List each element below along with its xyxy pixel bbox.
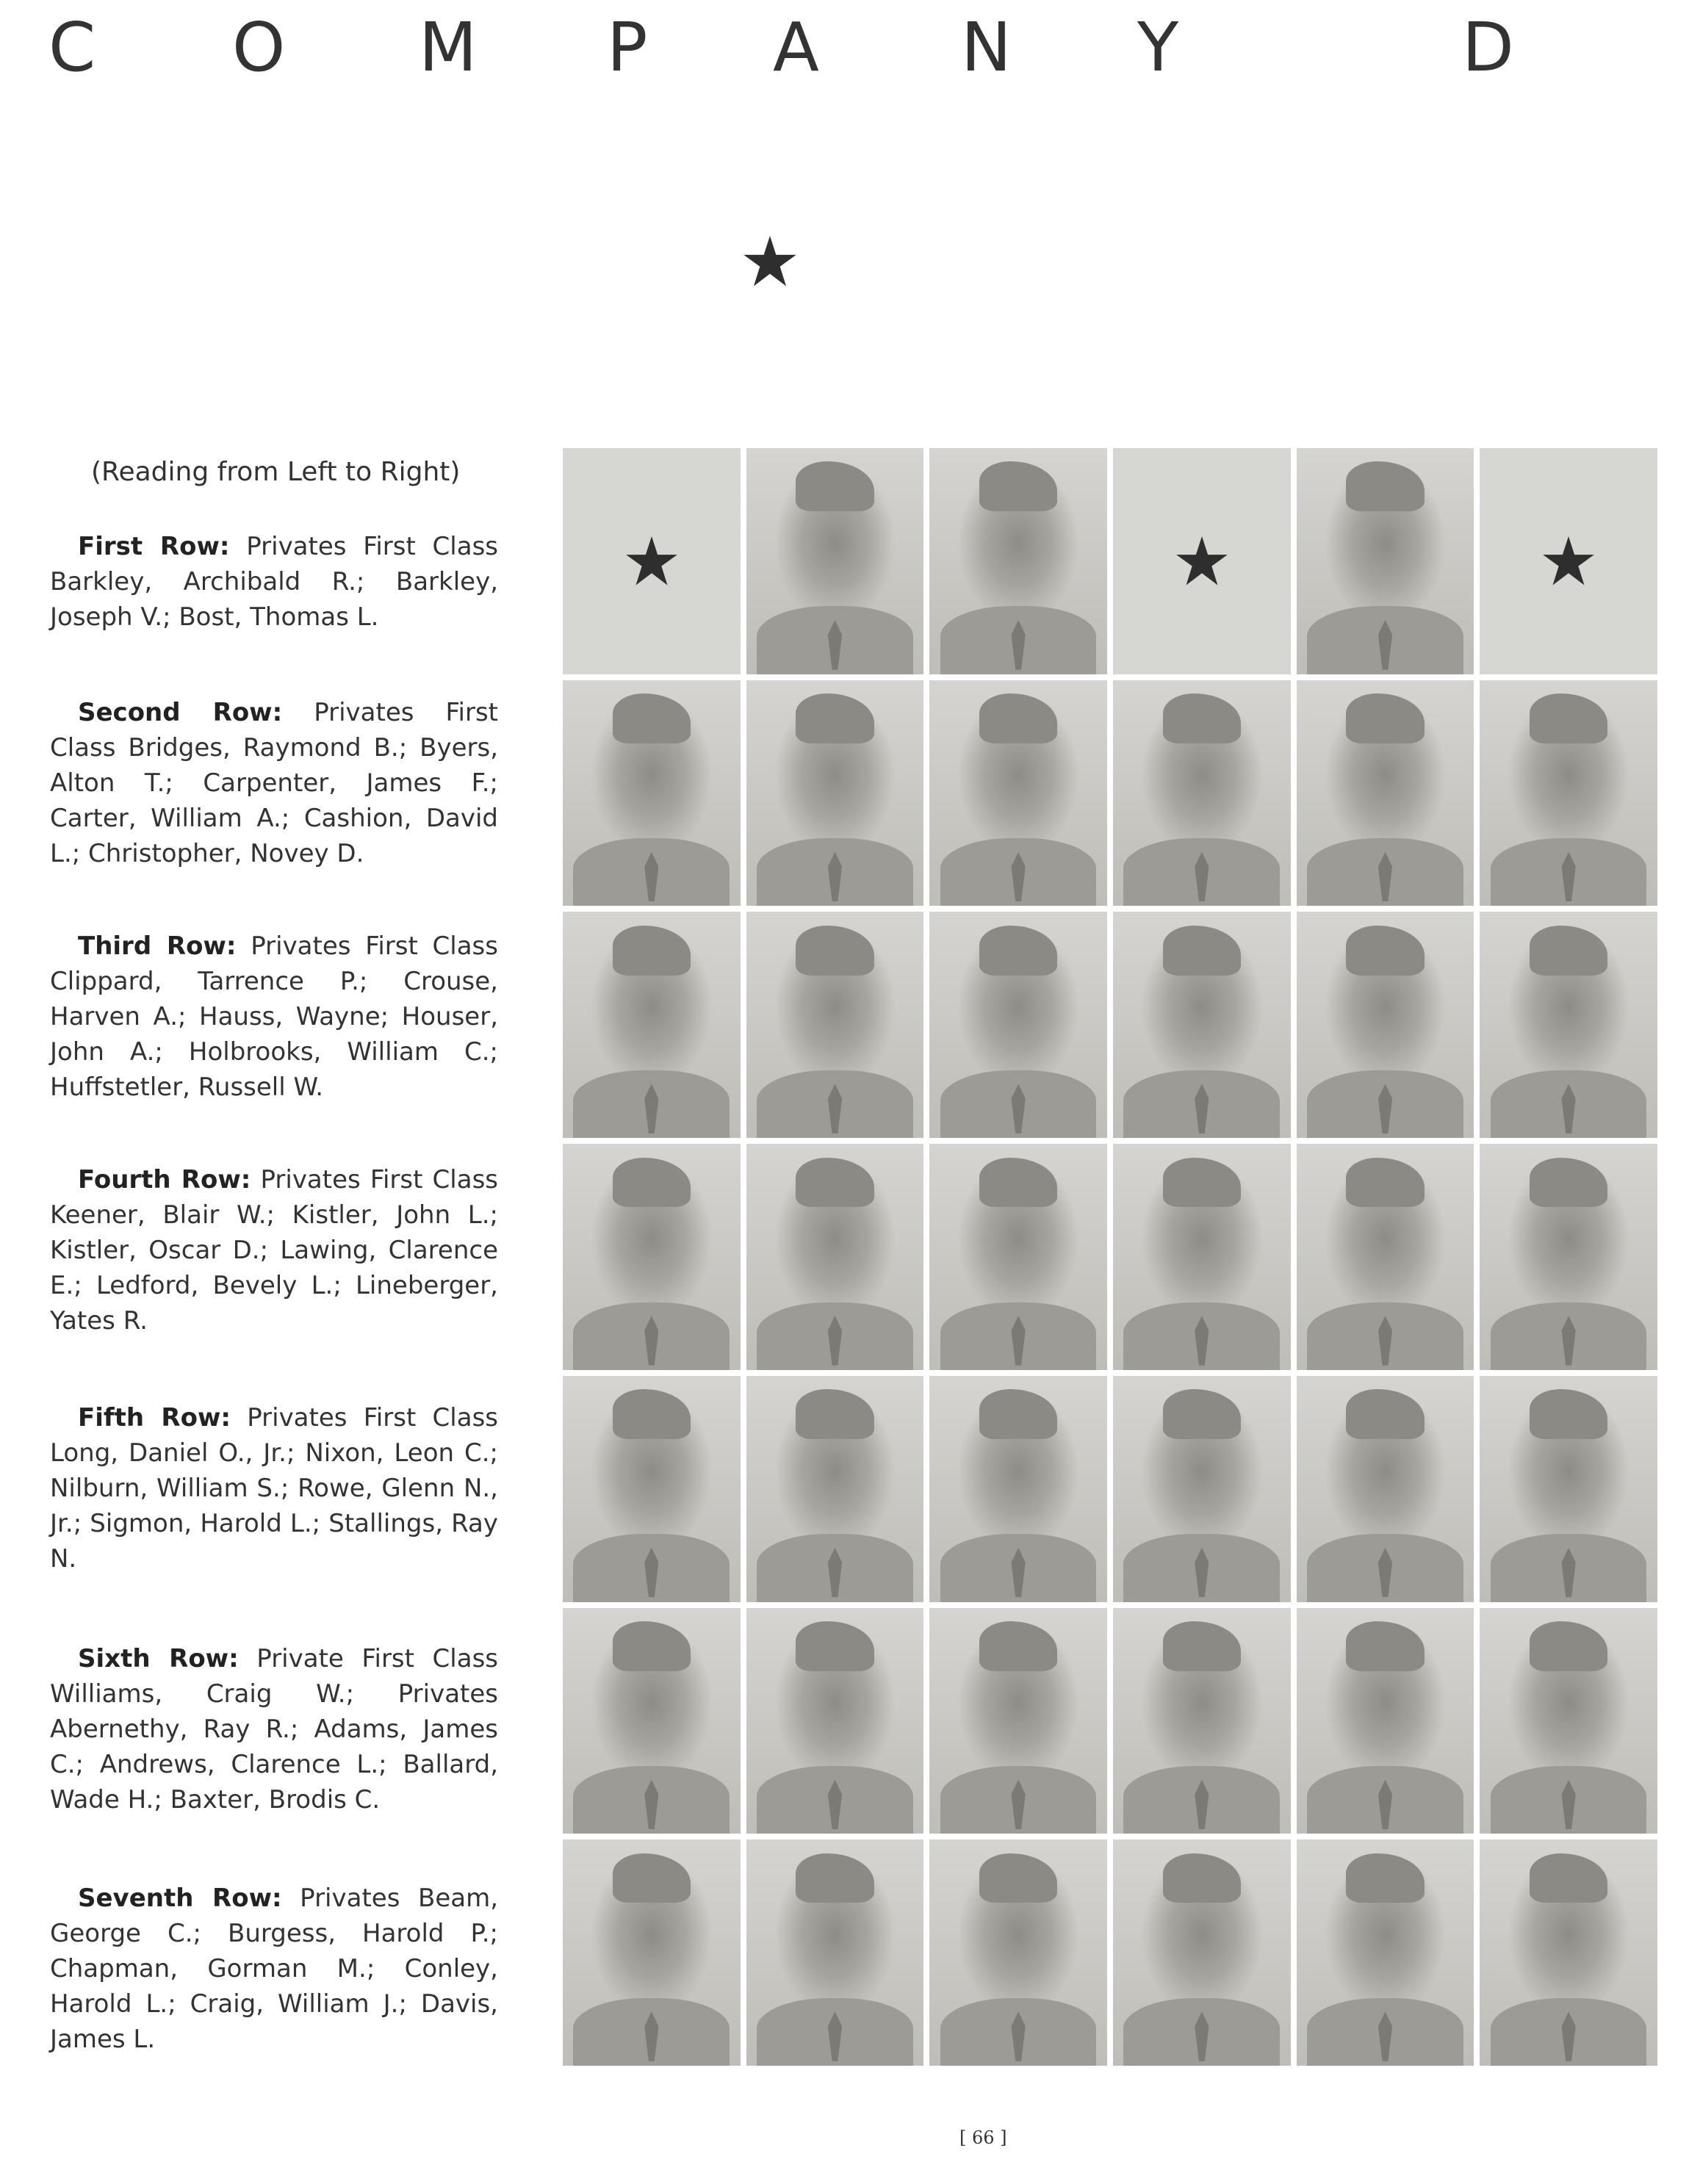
heading-letter: A (773, 8, 819, 87)
soldier-portrait (1480, 1608, 1657, 1834)
row-label: Third Row: (78, 931, 237, 961)
star-placeholder (1480, 448, 1657, 674)
soldier-portrait (563, 912, 741, 1138)
portrait-cap (979, 1621, 1057, 1671)
soldier-portrait (1113, 1144, 1291, 1370)
heading-letter: P (607, 8, 648, 87)
portrait-cap (613, 1389, 691, 1439)
portrait-cap (1346, 1621, 1424, 1671)
soldier-portrait (563, 1376, 741, 1602)
portrait-cap (979, 461, 1057, 511)
soldier-portrait (929, 448, 1107, 674)
soldier-portrait (746, 1608, 924, 1834)
soldier-portrait (1480, 1144, 1657, 1370)
page-number: [ 66 ] (959, 2127, 1007, 2148)
soldier-portrait (929, 1608, 1107, 1834)
row-label: Fifth Row: (78, 1403, 231, 1432)
portrait-cap (979, 1389, 1057, 1439)
soldier-portrait (1297, 1144, 1474, 1370)
roster-seventh-row (50, 1881, 498, 2057)
star-icon (1175, 534, 1229, 588)
soldier-portrait (1480, 1839, 1657, 2066)
roster-first-row (50, 529, 498, 635)
soldier-portrait (1297, 680, 1474, 907)
soldier-portrait (1113, 680, 1291, 907)
portrait-cap (613, 926, 691, 976)
soldier-portrait (1297, 448, 1474, 674)
row-label: Sixth Row: (78, 1644, 239, 1673)
portrait-cap (1346, 461, 1424, 511)
star-icon (742, 234, 798, 289)
roster-fourth-row (50, 1162, 498, 1338)
portrait-cap (613, 1158, 691, 1208)
portrait-cap (1346, 693, 1424, 743)
soldier-portrait (1480, 1376, 1657, 1602)
portrait-cap (1530, 1389, 1607, 1439)
portrait-grid (563, 448, 1657, 2066)
soldier-portrait (746, 912, 924, 1138)
soldier-portrait (929, 1376, 1107, 1602)
soldier-portrait (1480, 912, 1657, 1138)
portrait-cap (796, 693, 874, 743)
star-icon (624, 534, 679, 588)
soldier-portrait (1297, 912, 1474, 1138)
row-label: Seventh Row: (78, 1884, 282, 1913)
soldier-portrait (929, 680, 1107, 907)
row-names: Privates First Class Barkley, Archibald R.; Barkley, Joseph V.; Bost, Thomas L. (50, 532, 498, 632)
portrait-cap (1530, 926, 1607, 976)
star-placeholder (1113, 448, 1291, 674)
soldier-portrait (929, 912, 1107, 1138)
portrait-cap (979, 1158, 1057, 1208)
portrait-cap (1163, 1389, 1241, 1439)
roster-third-row (50, 929, 498, 1105)
soldier-portrait (746, 1376, 924, 1602)
portrait-cap (1163, 1621, 1241, 1671)
heading-letter: N (961, 8, 1012, 87)
company-heading (0, 7, 1689, 88)
portrait-cap (613, 1621, 691, 1671)
portrait-cap (1346, 1853, 1424, 1903)
portrait-cap (1163, 693, 1241, 743)
heading-letter: D (1462, 8, 1514, 87)
roster-second-row (50, 695, 498, 871)
row-label: First Row: (78, 532, 230, 561)
portrait-cap (796, 1621, 874, 1671)
star-icon (1541, 534, 1596, 588)
portrait-cap (1163, 1853, 1241, 1903)
portrait-cap (1163, 1158, 1241, 1208)
portrait-cap (796, 461, 874, 511)
portrait-cap (613, 1853, 691, 1903)
portrait-cap (1530, 693, 1607, 743)
portrait-cap (796, 1853, 874, 1903)
soldier-portrait (563, 1144, 741, 1370)
soldier-portrait (1480, 680, 1657, 907)
soldier-portrait (1297, 1608, 1474, 1834)
roster-fifth-row (50, 1400, 498, 1576)
portrait-cap (1346, 926, 1424, 976)
soldier-portrait (746, 1144, 924, 1370)
portrait-cap (1163, 926, 1241, 976)
portrait-cap (1530, 1853, 1607, 1903)
portrait-cap (979, 1853, 1057, 1903)
portrait-cap (979, 926, 1057, 976)
row-names: Private First Class Williams, Craig W.; Privates Abernethy, Ray R.; Adams, James C.; Andrews, Clarence L.; Ballard, Wade H.; Baxter, Brodis C. (50, 1644, 499, 1814)
soldier-portrait (746, 680, 924, 907)
row-names: Privates First Class Long, Daniel O., Jr.; Nixon, Leon C.; Nilburn, William S.; Rowe, Glenn N., Jr.; Sigmon, Harold L.; Stallings, Ray N. (50, 1403, 498, 1574)
row-label: Fourth Row: (78, 1165, 251, 1194)
soldier-portrait (563, 680, 741, 907)
soldier-portrait (1113, 1608, 1291, 1834)
soldier-portrait (563, 1839, 741, 2066)
roster-sixth-row (50, 1641, 498, 1817)
soldier-portrait (746, 1839, 924, 2066)
row-label: Second Row: (78, 698, 283, 727)
row-names: Privates First Class Bridges, Raymond B.; Byers, Alton T.; Carpenter, James F.; Carter, William A.; Cashion, David L.; Christopher, Novey D. (50, 698, 499, 868)
soldier-portrait (929, 1144, 1107, 1370)
heading-letter: O (232, 8, 286, 87)
row-names: Privates First Class Clippard, Tarrence P.; Crouse, Harven A.; Hauss, Wayne; Houser, John A.; Holbrooks, William C.; Huffstetler, Russell W. (50, 931, 498, 1102)
soldier-portrait (1113, 1376, 1291, 1602)
portrait-cap (1530, 1621, 1607, 1671)
soldier-portrait (1113, 1839, 1291, 2066)
portrait-cap (796, 926, 874, 976)
heading-letter: Y (1137, 8, 1179, 87)
soldier-portrait (1297, 1839, 1474, 2066)
reading-note: (Reading from Left to Right) (91, 457, 461, 487)
portrait-cap (796, 1158, 874, 1208)
soldier-portrait (929, 1839, 1107, 2066)
soldier-portrait (746, 448, 924, 674)
row-names: Privates Beam, George C.; Burgess, Harold P.; Chapman, Gorman M.; Conley, Harold L.; Craig, William J.; Davis, James L. (50, 1884, 498, 2054)
heading-letter: M (419, 8, 478, 87)
portrait-cap (1530, 1158, 1607, 1208)
portrait-cap (613, 693, 691, 743)
portrait-cap (796, 1389, 874, 1439)
soldier-portrait (563, 1608, 741, 1834)
heading-letter: C (48, 8, 96, 87)
star-placeholder (563, 448, 741, 674)
soldier-portrait (1113, 912, 1291, 1138)
row-names: Privates First Class Keener, Blair W.; Kistler, John L.; Kistler, Oscar D.; Lawing, Clarence E.; Ledford, Bevely L.; Lineberger, Yates R. (50, 1165, 498, 1336)
portrait-cap (979, 693, 1057, 743)
portrait-cap (1346, 1389, 1424, 1439)
soldier-portrait (1297, 1376, 1474, 1602)
portrait-cap (1346, 1158, 1424, 1208)
